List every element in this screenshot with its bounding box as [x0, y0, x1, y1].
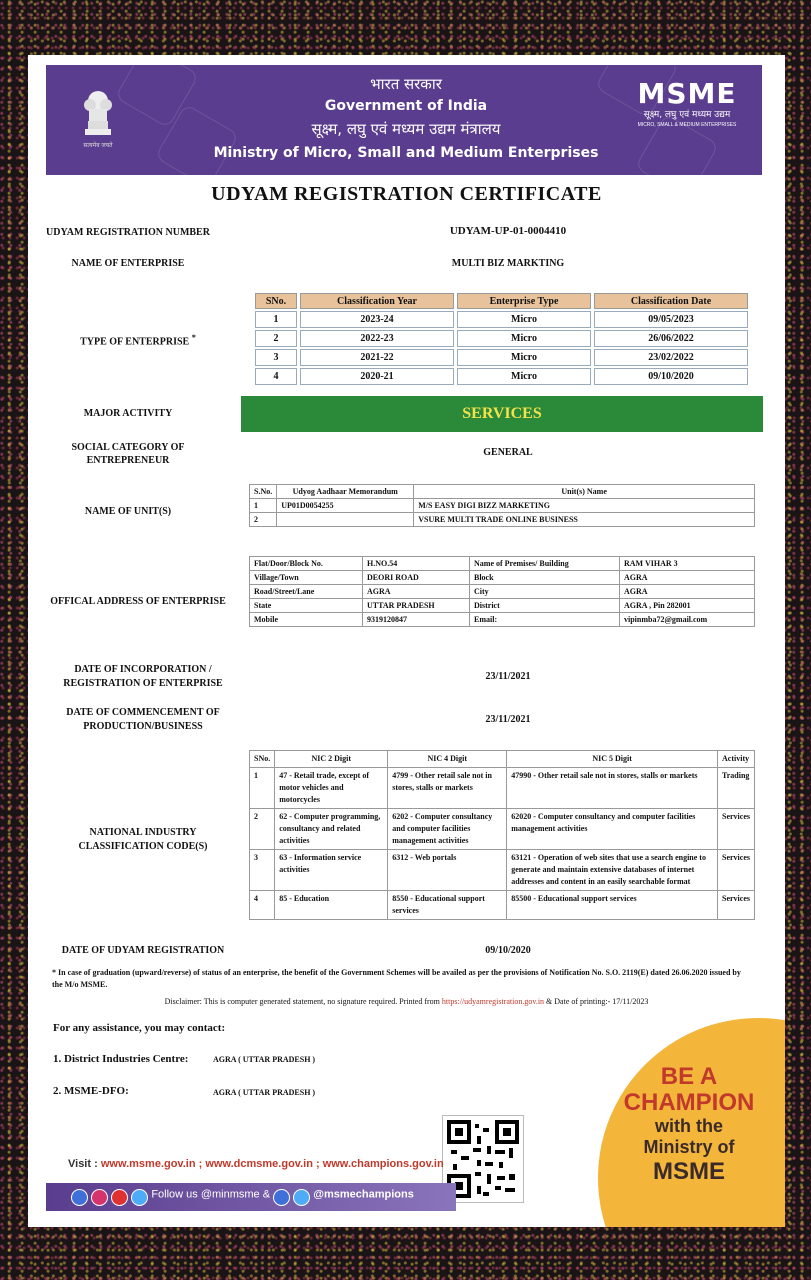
cell: Unit(s) Name	[414, 485, 755, 499]
cell: 4	[255, 368, 297, 385]
cell: 2	[255, 330, 297, 347]
label-reg-no: UDYAM REGISTRATION NUMBER	[46, 227, 210, 238]
emblem-caption: सत्यमेव जयते	[83, 143, 113, 149]
label-social	[38, 441, 218, 467]
champion-badge	[598, 1018, 785, 1227]
cell: 4	[250, 891, 275, 920]
cell: Micro	[457, 330, 591, 347]
msme-logo-english: MICRO, SMALL & MEDIUM ENTERPRISES	[637, 122, 737, 128]
follow-handle: @msmechampions	[313, 1188, 414, 1201]
label-incorp-line1: DATE OF INCORPORATION /	[74, 664, 212, 675]
cell: NIC 4 Digit	[388, 751, 507, 768]
value-incorporation: 23/11/2021	[485, 671, 531, 682]
label-commence-line2: PRODUCTION/BUSINESS	[83, 721, 203, 732]
msme-logo	[632, 79, 742, 129]
cell: H.NO.54	[363, 557, 470, 571]
value-social: GENERAL	[483, 447, 533, 458]
label-type	[38, 333, 238, 347]
label-commence-line1: DATE OF COMMENCEMENT OF	[66, 707, 220, 718]
cell: 6312 - Web portals	[388, 850, 507, 891]
twitter-icon[interactable]	[293, 1189, 310, 1206]
label-udyam-date: DATE OF UDYAM REGISTRATION	[61, 945, 225, 956]
type-table	[252, 291, 751, 387]
table-row	[250, 768, 755, 809]
cell: M/S EASY DIGI BIZZ MARKETING	[414, 499, 755, 513]
label-social-line1: SOCIAL CATEGORY OF	[71, 442, 185, 453]
cell: 1	[250, 768, 275, 809]
youtube-icon[interactable]	[111, 1189, 128, 1206]
cell: 23/02/2022	[594, 349, 748, 366]
label-social-line2: ENTREPRENEUR	[86, 455, 170, 466]
cell: 09/10/2020	[594, 368, 748, 385]
label-nic	[38, 826, 248, 854]
label-incorporation	[38, 663, 248, 691]
value-udyam-date: 09/10/2020	[485, 945, 531, 956]
cell: Flat/Door/Block No.	[250, 557, 363, 571]
cell: Udyog Aadhaar Memorandum	[277, 485, 414, 499]
address-table	[249, 556, 755, 627]
cell: 2	[250, 809, 275, 850]
value-commencement: 23/11/2021	[485, 714, 531, 725]
disclaimer	[28, 997, 785, 1006]
cell: 3	[255, 349, 297, 366]
label-enterprise-name: NAME OF ENTERPRISE	[71, 258, 185, 269]
msme-logo-hindi: सूक्ष्म, लघु एवं मध्यम उद्यम	[643, 110, 731, 120]
cell: Trading	[718, 768, 755, 809]
champion-line5: MSME	[653, 1158, 725, 1185]
cell: NIC 5 Digit	[507, 751, 718, 768]
table-row	[250, 891, 755, 920]
cell: NIC 2 Digit	[275, 751, 388, 768]
cell	[277, 513, 414, 527]
dfo-label: 2. MSME-DFO:	[53, 1085, 129, 1097]
cell: City	[470, 585, 620, 599]
table-row	[250, 571, 755, 585]
cell: Services	[718, 850, 755, 891]
cell: 85 - Education	[275, 891, 388, 920]
visit-label: Visit :	[68, 1158, 98, 1170]
cell: Activity	[718, 751, 755, 768]
facebook-icon[interactable]	[273, 1189, 290, 1206]
table-row	[250, 513, 755, 527]
table-row	[250, 557, 755, 571]
msme-logo-text: MSME	[637, 77, 737, 110]
label-commencement	[38, 706, 248, 734]
cell: 2023-24	[300, 311, 454, 328]
cell: 8550 - Educational support services	[388, 891, 507, 920]
value-reg-no: UDYAM-UP-01-0004410	[449, 225, 567, 237]
graduation-note: * In case of graduation (upward/reverse) of status of an enterprise, the benefit of the Government Schemes will be availed as per the provisions of Notification No. S.O. 2119(E) dated 26.06.2020 issued by the M/o MSME.	[52, 968, 741, 989]
hindi-govt: भारत सरकार	[370, 75, 442, 93]
nic-table	[249, 750, 755, 920]
type-header: Classification Date	[594, 293, 748, 309]
cell: SNo.	[250, 751, 275, 768]
cell: AGRA	[620, 571, 755, 585]
assist-heading: For any assistance, you may contact:	[53, 1022, 226, 1034]
cell: Mobile	[250, 613, 363, 627]
cell: 4799 - Other retail sale not in stores, stalls or markets	[388, 768, 507, 809]
cell: vipinmba72@gmail.com	[620, 613, 755, 627]
type-header: Enterprise Type	[457, 293, 591, 309]
cell: 85500 - Educational support services	[507, 891, 718, 920]
visit-links	[68, 1158, 444, 1170]
label-type-text: TYPE OF ENTERPRISE	[80, 336, 190, 348]
govt-of-india: Government of India	[324, 98, 488, 114]
label-activity: MAJOR ACTIVITY	[83, 408, 173, 419]
table-row	[250, 809, 755, 850]
label-incorp-line2: REGISTRATION OF ENTERPRISE	[63, 678, 223, 689]
social-bar	[46, 1183, 456, 1211]
cell: 2021-22	[300, 349, 454, 366]
label-nic-line1: NATIONAL INDUSTRY	[89, 827, 197, 838]
cell: RAM VIHAR 3	[620, 557, 755, 571]
cell: 63 - Information service activities	[275, 850, 388, 891]
cell: 47 - Retail trade, except of motor vehicles and motorcycles	[275, 768, 388, 809]
cell: 2022-23	[300, 330, 454, 347]
table-row	[250, 499, 755, 513]
cell: Micro	[457, 311, 591, 328]
champion-line3: with the	[655, 1116, 723, 1136]
cell: Services	[718, 809, 755, 850]
cell: Block	[470, 571, 620, 585]
table-row	[250, 850, 755, 891]
cell: 6202 - Computer consultancy and computer facilities management activities	[388, 809, 507, 850]
cell: VSURE MULTI TRADE ONLINE BUSINESS	[414, 513, 755, 527]
visit-urls[interactable]: www.msme.gov.in ; www.dcmsme.gov.in ; www.champions.gov.in	[100, 1158, 444, 1170]
cell: Name of Premises/ Building	[470, 557, 620, 571]
cell: Micro	[457, 368, 591, 385]
cell: AGRA	[363, 585, 470, 599]
cell: DEORI ROAD	[363, 571, 470, 585]
certificate-sheet	[28, 55, 785, 1227]
champion-line2: CHAMPION	[623, 1089, 755, 1116]
type-header: Classification Year	[300, 293, 454, 309]
disclaimer-link[interactable]: https://udyamregistration.gov.in	[441, 997, 545, 1006]
cell: AGRA	[620, 585, 755, 599]
national-emblem-icon	[78, 79, 118, 157]
cell: 3	[250, 850, 275, 891]
cell: 9319120847	[363, 613, 470, 627]
cell: Road/Street/Lane	[250, 585, 363, 599]
units-table	[249, 484, 755, 527]
table-row	[255, 311, 748, 328]
twitter-icon[interactable]	[131, 1189, 148, 1206]
table-row	[255, 349, 748, 366]
facebook-icon[interactable]	[71, 1189, 88, 1206]
activity-banner: SERVICES	[241, 396, 763, 432]
table-row	[250, 613, 755, 627]
table-row	[250, 485, 755, 499]
cell: 2020-21	[300, 368, 454, 385]
cell: District	[470, 599, 620, 613]
value-enterprise-name: MULTI BIZ MARKTING	[451, 258, 565, 269]
type-header: SNo.	[255, 293, 297, 309]
dic-value: AGRA ( UTTAR PRADESH )	[213, 1055, 316, 1064]
disclaimer-text: Disclaimer: This is computer generated statement, no signature required. Printed from	[164, 997, 440, 1006]
champion-line1: BE A	[660, 1063, 718, 1090]
cell: State	[250, 599, 363, 613]
cell: 63121 - Operation of web sites that use a search engine to generate and maintain extensive databases of internet addresses and content in an easily searchable format	[507, 850, 718, 891]
cell: S.No.	[250, 485, 277, 499]
hindi-ministry: सूक्ष्म, लघु एवं मध्यम उद्यम मंत्रालय	[311, 120, 501, 138]
cell: 1	[250, 499, 277, 513]
ministry-name: Ministry of Micro, Small and Medium Enterprises	[213, 145, 599, 161]
table-row	[250, 599, 755, 613]
cell: 62020 - Computer consultancy and computer facilities management activities	[507, 809, 718, 850]
cell: UTTAR PRADESH	[363, 599, 470, 613]
label-address: OFFICAL ADDRESS OF ENTERPRISE	[50, 596, 226, 607]
label-type-mark: *	[191, 333, 196, 342]
dfo-value: AGRA ( UTTAR PRADESH )	[213, 1088, 316, 1097]
table-row	[250, 751, 755, 768]
cell: UP01D0054255	[277, 499, 414, 513]
label-units: NAME OF UNIT(S)	[84, 506, 172, 517]
cell: 62 - Computer programming, consultancy and related activities	[275, 809, 388, 850]
cell: AGRA , Pin 282001	[620, 599, 755, 613]
header-text	[196, 73, 616, 165]
dic-label: 1. District Industries Centre:	[53, 1053, 189, 1065]
champion-line4: Ministry of	[643, 1137, 735, 1157]
label-nic-line2: CLASSIFICATION CODE(S)	[78, 841, 208, 852]
cell: Services	[718, 891, 755, 920]
follow-text: Follow us @minmsme &	[151, 1188, 271, 1201]
header-banner	[46, 65, 762, 175]
table-row	[250, 585, 755, 599]
cell: 2	[250, 513, 277, 527]
table-row	[255, 368, 748, 385]
cell: 47990 - Other retail sale not in stores, stalls or markets	[507, 768, 718, 809]
cell: Village/Town	[250, 571, 363, 585]
cell: Micro	[457, 349, 591, 366]
instagram-icon[interactable]	[91, 1189, 108, 1206]
disclaimer-date: & Date of printing:- 17/11/2023	[546, 997, 649, 1006]
cell: 09/05/2023	[594, 311, 748, 328]
cell: 1	[255, 311, 297, 328]
certificate-title: UDYAM REGISTRATION CERTIFICATE	[211, 183, 602, 205]
cell: Email:	[470, 613, 620, 627]
cell: 26/06/2022	[594, 330, 748, 347]
table-row	[255, 330, 748, 347]
